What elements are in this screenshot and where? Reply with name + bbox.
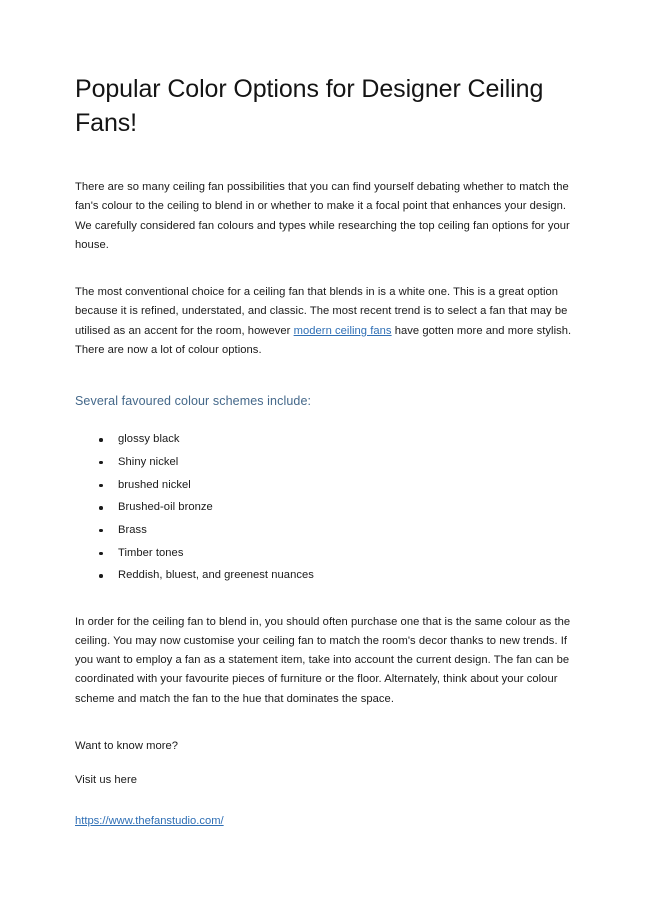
website-url-link[interactable]: https://www.thefanstudio.com/: [75, 815, 224, 828]
list-item: [75, 525, 575, 536]
list-item: [75, 548, 575, 559]
bullet-icon: [99, 574, 103, 578]
list-item: [75, 502, 575, 513]
website-url-line: [75, 805, 575, 831]
page-title: Popular Color Options for Designer Ceiling Fans!: [75, 75, 544, 137]
closing-question: Want to know more?: [75, 739, 179, 752]
bullet-icon: [99, 461, 103, 465]
paragraph-intro: There are so many ceiling fan possibilities that you can find yourself debating whether to match the fan's colour to the ceiling to blend in or whether to make it a focal point that enhances your design. We carefully considered fan colours and types while researching the top ceiling fan options for your house.: [75, 181, 570, 251]
paragraph-white-fan: [75, 283, 575, 360]
list-item: [75, 434, 575, 445]
list-item-label: Reddish, bluest, and greenest nuances: [118, 569, 314, 582]
closing-call-to-action: Visit us here: [75, 774, 138, 787]
list-item-label: Brushed-oil bronze: [118, 501, 213, 514]
closing-block: [75, 709, 575, 832]
list-item-label: Brass: [118, 523, 147, 536]
list-item-label: Timber tones: [118, 546, 184, 559]
colour-schemes-list: [75, 408, 575, 581]
list-item: [75, 570, 575, 581]
bullet-icon: [99, 506, 103, 510]
list-item: [75, 480, 575, 491]
paragraph-white-fan-text-before: The most conventional choice for a ceiling fan that blends in is a white one. This is a great option because it is refined, understated, and classic. The most recent trend is to select a fan that may be utilised as an accent for the room, however: [75, 286, 568, 337]
bullet-icon: [99, 438, 103, 442]
list-item-label: Shiny nickel: [118, 455, 179, 468]
list-item-label: glossy black: [118, 433, 180, 446]
modern-ceiling-fans-link[interactable]: modern ceiling fans: [293, 324, 392, 337]
section-heading-colour-schemes: Several favoured colour schemes include:: [75, 394, 312, 409]
bullet-icon: [99, 552, 103, 556]
bullet-icon: [99, 529, 103, 533]
paragraph-blend-in: In order for the ceiling fan to blend in, you should often purchase one that is the same colour as the ceiling. You may now customise your ceiling fan to match the room's decor thanks to new trends. If you want to employ a fan as a statement item, take into account the current design. The fan can be coordinated with your favourite pieces of furniture or the floor. Alternately, think about your colour scheme and match the fan to the hue that dominates the space.: [75, 615, 571, 705]
bullet-icon: [99, 484, 103, 488]
paragraph-white-fan-text-after: have gotten more and more stylish. There are now a lot of colour options.: [75, 324, 572, 356]
list-item: [75, 457, 575, 468]
list-item-label: brushed nickel: [118, 478, 191, 491]
